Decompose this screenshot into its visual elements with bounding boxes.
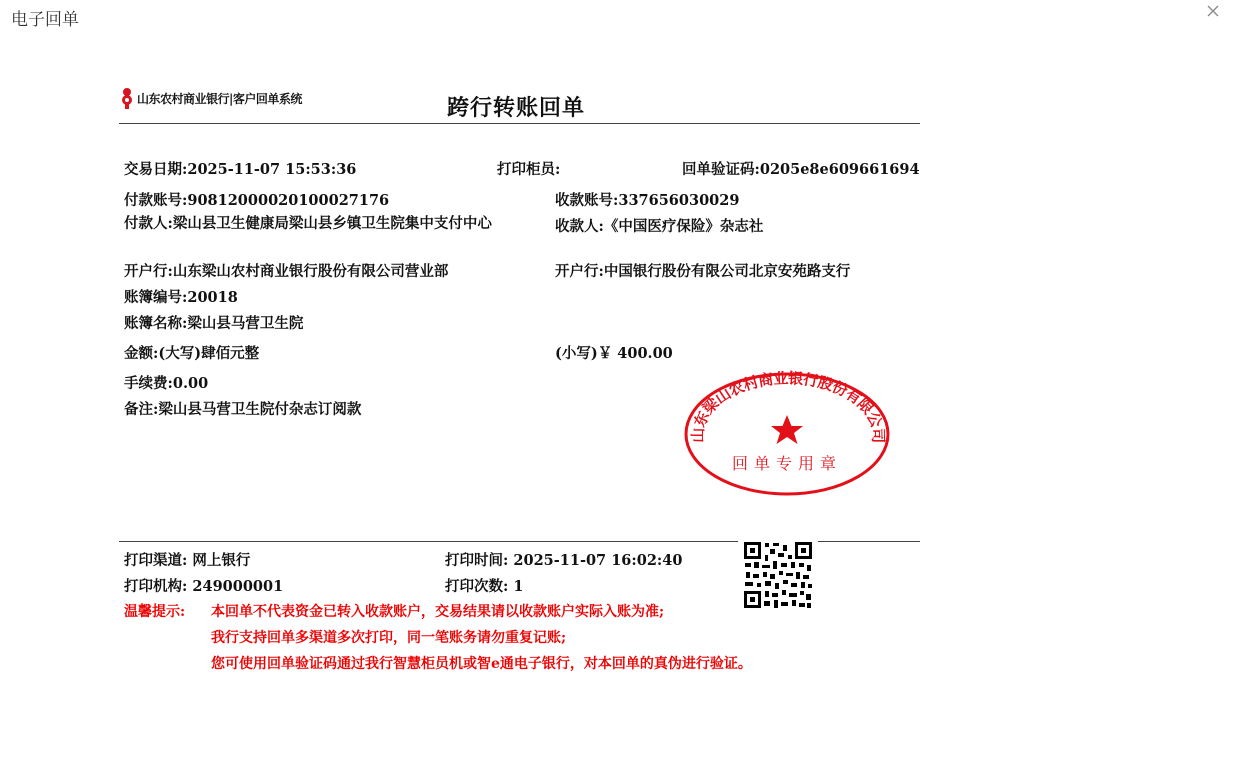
fee: 手续费:0.00	[124, 375, 209, 392]
receipt-title: 跨行转账回单	[447, 95, 586, 121]
stamp-purpose-text: 回单专用章	[731, 454, 843, 473]
print-channel: 打印渠道: 网上银行	[124, 552, 251, 569]
bank-logo-icon	[120, 86, 134, 110]
payer-account: 付款账号:9081200002010002717​6	[124, 192, 390, 209]
stamp-org-text: 山东梁山农村商业银行股份有限公司	[688, 370, 888, 443]
amount-lower: (小写)￥ 400.00	[555, 345, 673, 362]
print-counter: 打印柜员:	[497, 161, 561, 178]
ledger-name: 账簿名称:梁山县马营卫生院	[124, 315, 304, 332]
bank-logo	[120, 86, 302, 110]
amount-upper: 金额:(大写)肆佰元整	[124, 345, 260, 362]
print-org: 打印机构: 249000001	[124, 578, 284, 595]
qr-code-icon	[743, 541, 813, 609]
tip-line-3: 您可使用回单验证码通过我行智慧柜员机或智e通电子银行，对本回单的真伪进行验证。	[211, 656, 752, 672]
remark: 备注:梁山县马营卫生院付杂志订阅款	[124, 401, 362, 418]
ledger-no: 账簿编号:20018	[124, 289, 238, 306]
payee-bank: 开户行:中国银行股份有限公司北京安苑路支行	[555, 263, 851, 280]
payee-name: 收款人:《中国医疗保险》杂志社	[555, 218, 764, 235]
footer-divider-left	[119, 541, 738, 542]
header-divider	[119, 123, 920, 124]
window-title: 电子回单	[11, 10, 79, 29]
receipt-document	[118, 78, 920, 678]
star-icon	[771, 415, 803, 444]
print-time: 打印时间: 2025-11-07 16:02:40	[445, 552, 683, 569]
official-stamp	[683, 370, 893, 500]
bank-logo-text: 山东农村商业银行|客户回单系统	[137, 91, 302, 106]
tip-line-1: 本回单不代表资金已转入收款账户，交易结果请以收款账户实际入账为准;	[211, 604, 665, 620]
verify-code: 回单验证码:0205e8e609661694	[682, 161, 920, 178]
footer-divider-right	[818, 541, 920, 542]
payer-name: 付款人:梁山县卫生健康局梁山县乡镇卫生院集中支付中心	[124, 215, 492, 232]
payee-account: 收款账号:337656030029	[555, 192, 740, 209]
payer-bank: 开户行:山东梁山农村商业银行股份有限公司营业部	[124, 263, 449, 280]
print-count: 打印次数: 1	[445, 578, 524, 595]
tip-line-2: 我行支持回单多渠道多次打印，同一笔账务请勿重复记账;	[211, 630, 567, 646]
tip-label: 温馨提示:	[124, 604, 186, 620]
trade-date: 交易日期:2025-11-07 15:53:36	[124, 161, 357, 178]
close-icon	[1204, 2, 1222, 20]
close-button[interactable]	[1204, 2, 1222, 20]
